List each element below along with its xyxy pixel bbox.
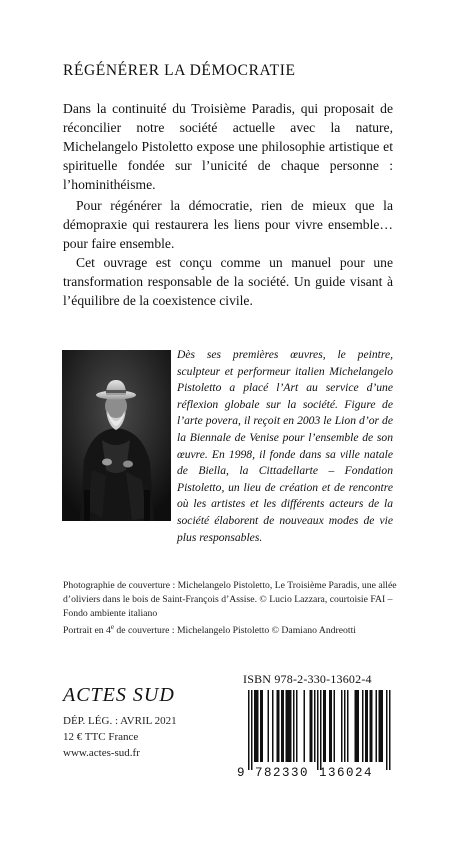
barcode-bar: [287, 690, 289, 762]
barcode-lead-digit: 9: [237, 766, 245, 778]
barcode-bar: [268, 690, 270, 762]
barcode-bar: [304, 690, 306, 762]
barcode-bar: [310, 690, 312, 762]
barcode-bar: [251, 690, 253, 770]
barcode-bar: [277, 690, 279, 762]
barcode-bar: [278, 690, 280, 762]
barcode-bar: [356, 690, 358, 762]
barcode-bar: [289, 690, 291, 762]
barcode-bar: [320, 690, 322, 770]
barcode-bar: [331, 690, 333, 762]
barcode-bar: [256, 690, 258, 762]
price-label: 12 € TTC France: [63, 731, 139, 743]
barcode-bar: [362, 690, 364, 762]
publisher-logo-text: ACTES SUD: [63, 684, 175, 706]
barcode-bar: [323, 690, 325, 762]
barcode-bar: [379, 690, 381, 762]
barcode-bar: [286, 690, 288, 762]
barcode-bar: [355, 690, 357, 762]
barcode-bar: [334, 690, 336, 762]
barcode-bar: [367, 690, 369, 762]
barcode-bar: [347, 690, 349, 762]
barcode-bar: [325, 690, 327, 762]
publisher-website-link[interactable]: www.actes-sud.fr: [63, 747, 140, 759]
barcode-bars: [248, 690, 391, 770]
barcode-bar: [293, 690, 295, 762]
barcode-bar: [365, 690, 367, 762]
barcode-bar: [344, 690, 346, 762]
barcode-bar: [389, 690, 391, 770]
barcode-bar: [281, 690, 283, 762]
barcode-bar: [272, 690, 274, 762]
barcode-bar: [248, 690, 250, 770]
barcode-bar: [371, 690, 373, 762]
barcode-digit-group-2: 136024: [318, 766, 374, 778]
barcode-bar: [257, 690, 259, 762]
barcode-bar: [314, 690, 316, 762]
barcode-bar: [376, 690, 378, 762]
barcode-bar: [296, 690, 298, 762]
back-cover-heading: RÉGÉNÉRER LA DÉMOCRATIE: [63, 62, 296, 79]
summary-paragraph-1: Dans la continuité du Troisième Paradis, qui proposait de réconcilier notre société actuelle avec la nature, Michelangelo Pistoletto expose une philosophie artistique et spirituelle fondée sur l’unicité de chaque personne : l’hominithéisme.: [63, 101, 393, 192]
author-portrait-photo: [62, 350, 171, 521]
barcode-bar: [358, 690, 360, 762]
barcode-bar: [283, 690, 285, 762]
barcode-bar: [254, 690, 256, 762]
portrait-photo-credit: Portrait en 4e de couverture : Michelangelo Pistoletto © Damiano Andreotti: [63, 623, 356, 637]
barcode-bar: [329, 690, 331, 762]
barcode-bar: [311, 690, 313, 762]
barcode-bar: [290, 690, 292, 762]
barcode-bar: [262, 690, 264, 762]
isbn-label: ISBN 978-2-330-13602-4: [243, 672, 372, 686]
barcode-bar: [317, 690, 319, 770]
legal-deposit: DÉP. LÉG. : AVRIL 2021: [63, 715, 177, 727]
ean13-barcode: [236, 690, 398, 778]
barcode-digit-group-1: 782330: [254, 766, 310, 778]
barcode-bar: [341, 690, 343, 762]
barcode-bar: [380, 690, 382, 762]
barcode-bar: [260, 690, 262, 762]
cover-photo-credit: Photographie de couverture : Michelangelo Pistoletto, Le Troisième Paradis, une allée d’oliviers dans le bois de Saint-François d’Assise. © Lucio Lazzara, courtoisie FAI – Fondo ambiente italiano: [63, 580, 397, 619]
barcode-bar: [386, 690, 388, 770]
barcode-bar: [382, 690, 384, 762]
author-biography: Dès ses premières œuvres, le peintre, sculpteur et performeur italien Michelangelo Pistoletto a placé l’Art au service d’une réflexion globale sur la société. Figure de l’arte povera, il reçoit en 2003 le Lion d’or de la Biennale de Venise pour l’ensemble de son œuvre. En 1998, il fonde dans sa ville natale de Biella, la Cittadellarte – Fondation Pistoletto, un lieu de création et de rencontre où les artistes et les différents acteurs de la société élaborent de nouveaux modes de vie plus responsables.: [177, 348, 393, 544]
summary-paragraph-3: Cet ouvrage est conçu comme un manuel pour une transformation responsable de la société. Un guide visant à l’équilibre de la coexistence civile.: [63, 255, 393, 308]
barcode-bar: [370, 690, 372, 762]
summary-paragraph-2: Pour régénérer la démocratie, rien de mieux que la démopraxie qui restaurera les liens pour vivre ensemble… pour faire ensemble.: [63, 198, 393, 251]
